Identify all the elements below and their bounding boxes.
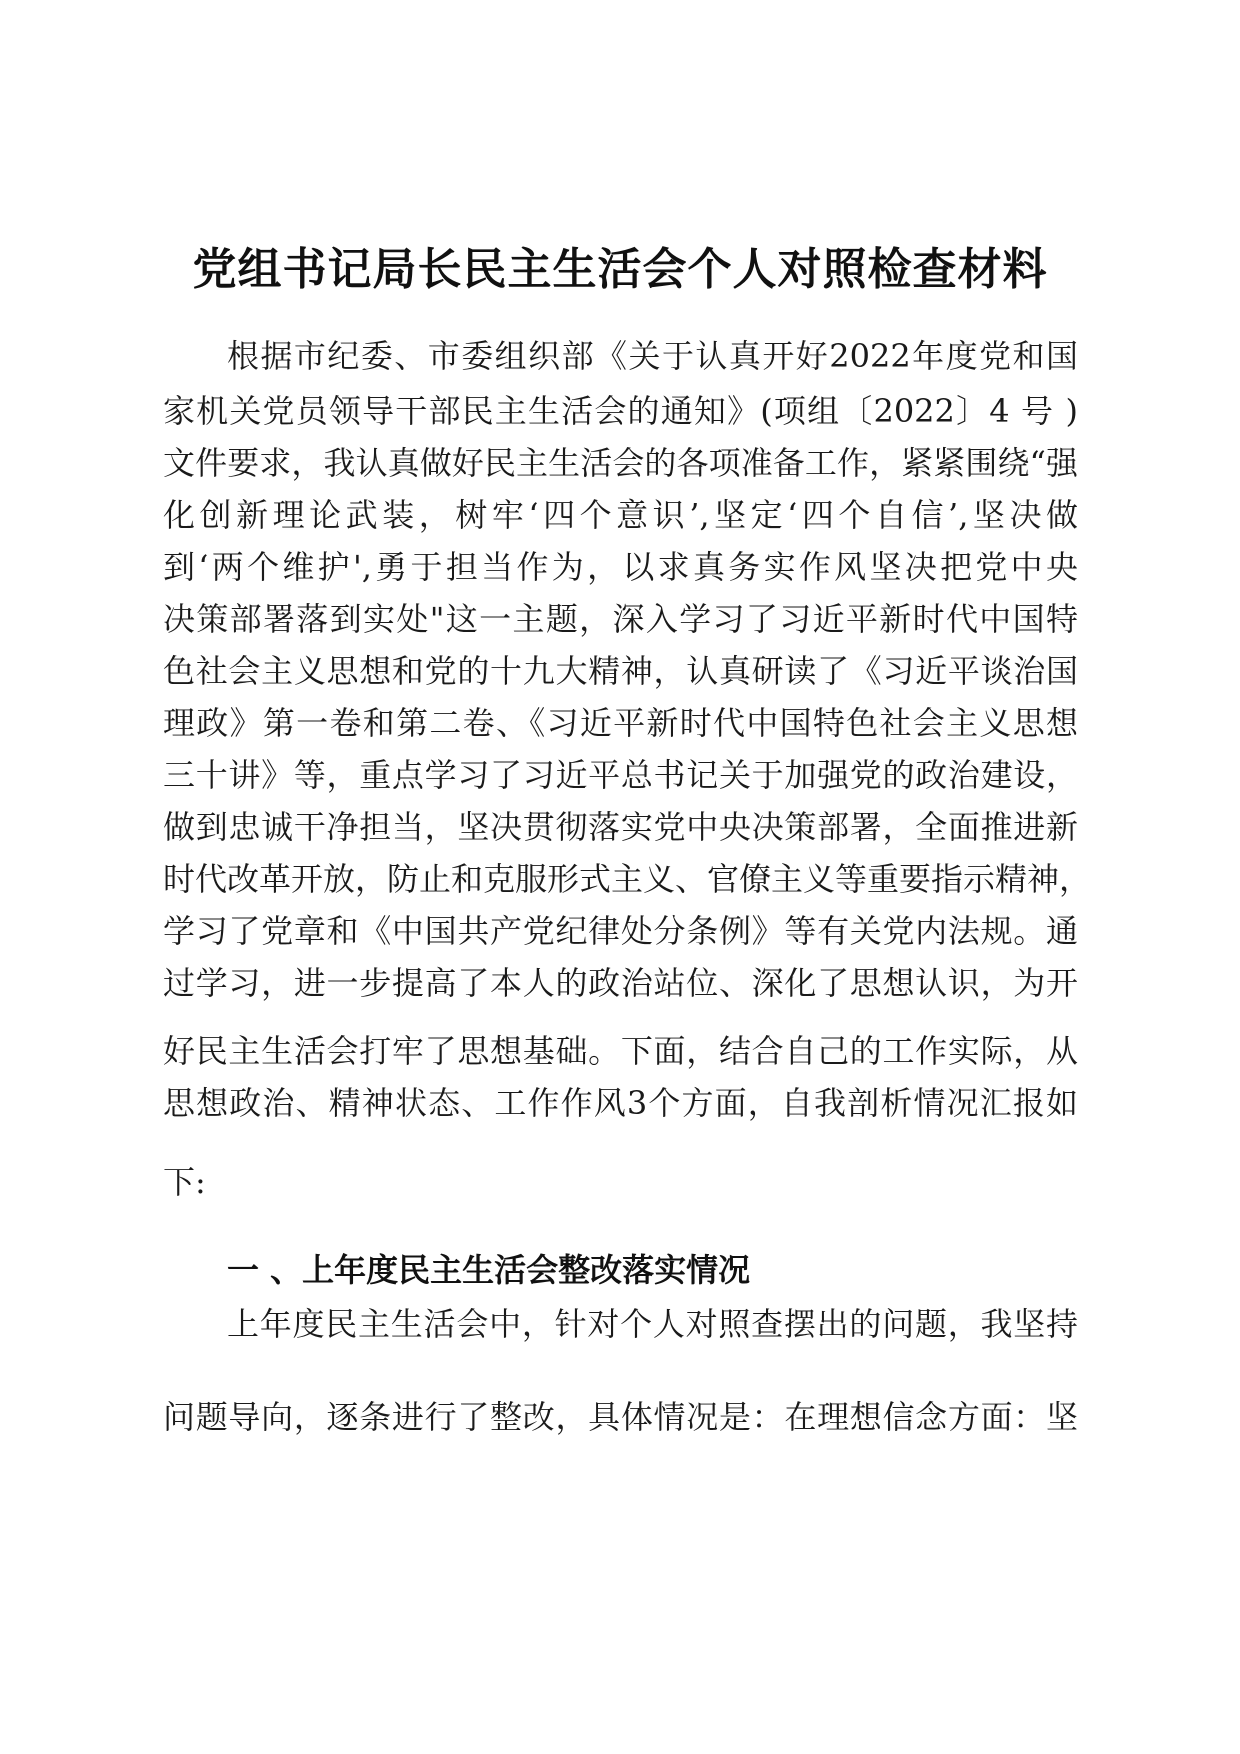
paragraph-line: 过学习，进一步提高了本人的政治站位、深化了思想认识，为开 xyxy=(163,964,1078,1002)
paragraph-line: 色社会主义思想和党的十九大精神，认真研读了《习近平谈治国 xyxy=(163,652,1078,690)
paragraph-line: 家机关党员领导干部民主生活会的通知》(项组〔2022〕4 号 ) xyxy=(163,392,1078,430)
paragraph-line: 到‘两个维护',勇于担当作为，以求真务实作风坚决把党中央 xyxy=(163,548,1078,586)
paragraph-line: 文件要求，我认真做好民主生活会的各项准备工作，紧紧围绕“强 xyxy=(163,444,1078,482)
paragraph-line: 下: xyxy=(163,1163,206,1201)
paragraph-line: 决策部署落到实处"这一主题，深入学习了习近平新时代中国特 xyxy=(163,600,1078,638)
paragraph-line: 思想政治、精神状态、工作作风3个方面，自我剖析情况汇报如 xyxy=(163,1084,1078,1122)
paragraph-line: 好民主生活会打牢了思想基础。下面，结合自己的工作实际，从 xyxy=(163,1032,1078,1070)
section-heading: 一 、上年度民主生活会整改落实情况 xyxy=(227,1251,751,1289)
paragraph-line: 学习了党章和《中国共产党纪律处分条例》等有关党内法规。通 xyxy=(163,912,1078,950)
paragraph-line: 理政》第一卷和第二卷、《习近平新时代中国特色社会主义思想 xyxy=(163,704,1078,742)
paragraph-line: 上年度民主生活会中，针对个人对照查摆出的问题，我坚持 xyxy=(227,1305,1078,1343)
paragraph-line: 化创新理论武装，树牢‘四个意识’,坚定‘四个自信’,坚决做 xyxy=(163,496,1078,534)
paragraph-line: 三十讲》等，重点学习了习近平总书记关于加强党的政治建设， xyxy=(163,756,1078,794)
paragraph-line: 做到忠诚干净担当，坚决贯彻落实党中央决策部署，全面推进新 xyxy=(163,808,1078,846)
paragraph-line: 根据市纪委、市委组织部《关于认真开好2022年度党和国 xyxy=(227,337,1078,375)
paragraph-line: 问题导向，逐条进行了整改，具体情况是：在理想信念方面：坚 xyxy=(163,1398,1078,1436)
document-title: 党组书记局长民主生活会个人对照检查材料 xyxy=(192,244,1048,295)
paragraph-line: 时代改革开放，防止和克服形式主义、官僚主义等重要指示精神， xyxy=(163,860,1092,898)
